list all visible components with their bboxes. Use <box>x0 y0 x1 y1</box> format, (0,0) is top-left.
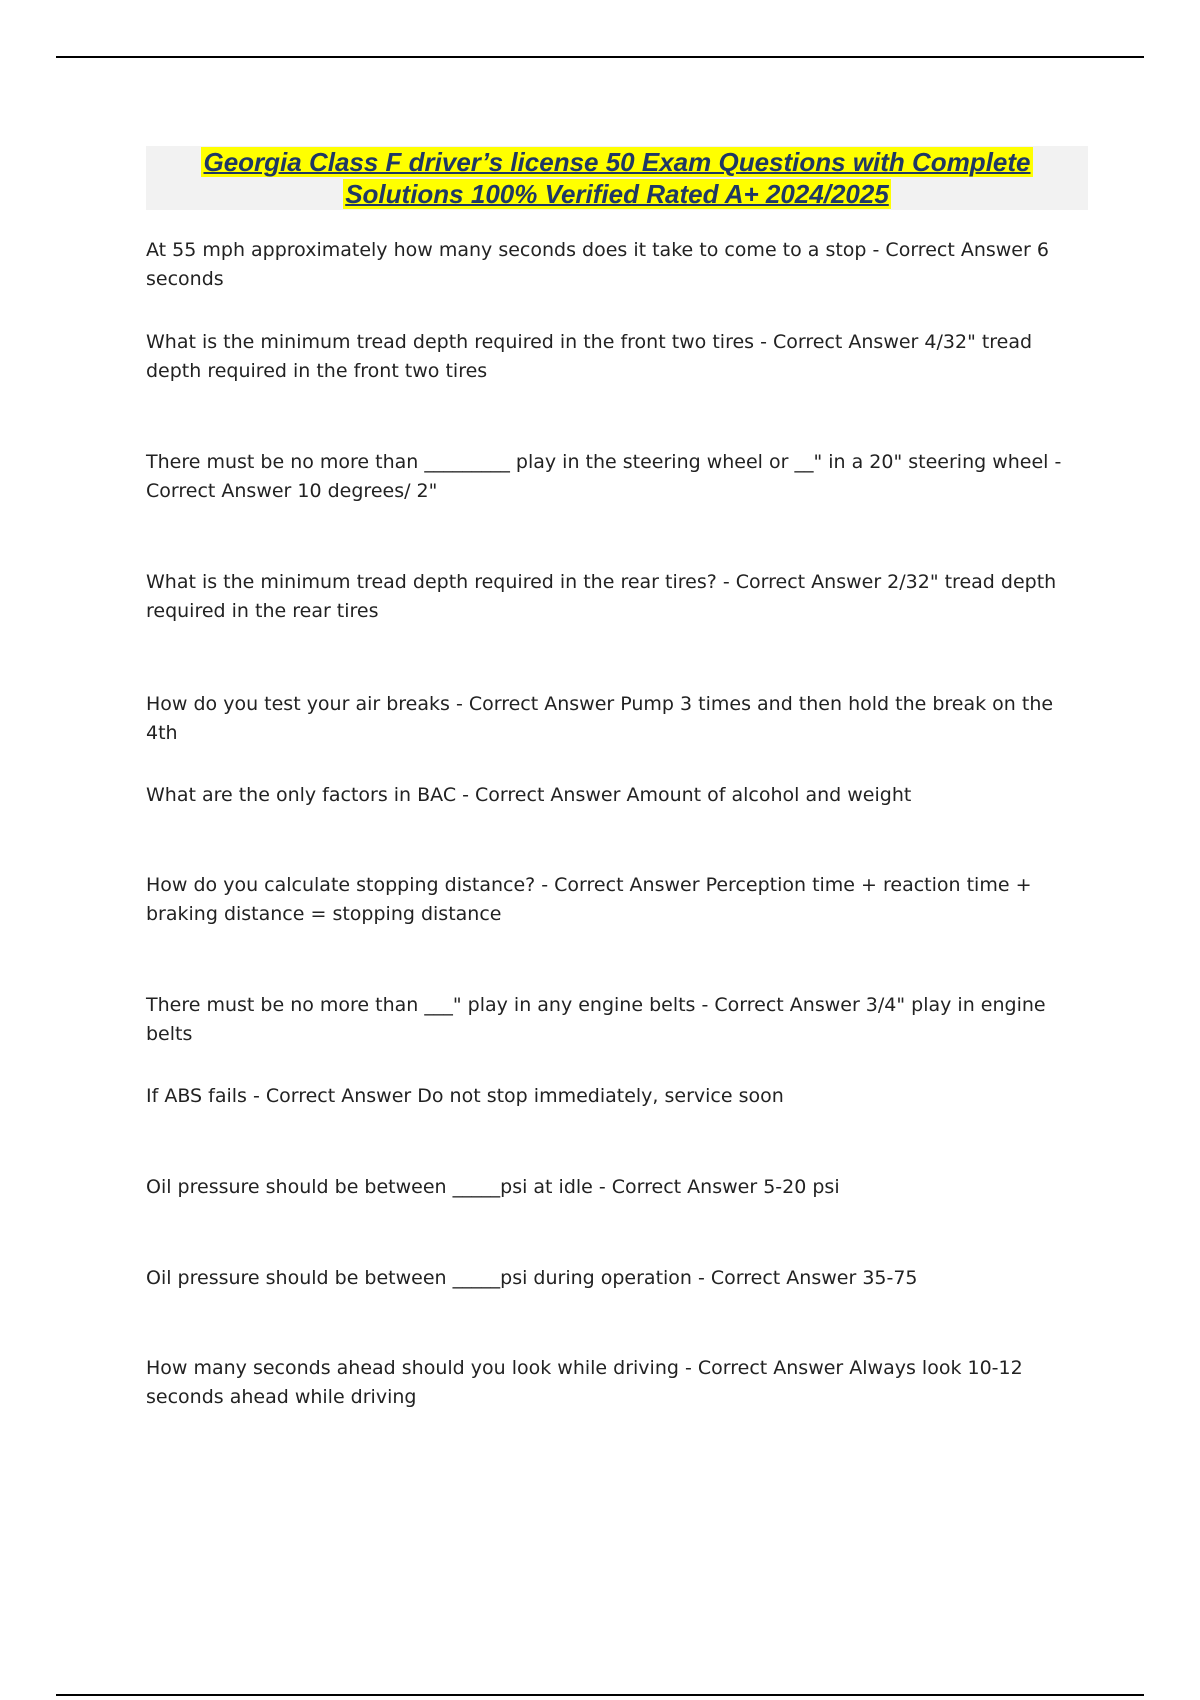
question-item: Oil pressure should be between _____psi during operation - Correct Answer 35-75 <box>146 1267 918 1289</box>
title-line-2: Solutions 100% Verified Rated A+ 2024/2025 <box>345 179 889 209</box>
question-item: How do you calculate stopping distance? - Correct Answer Perception time + reaction time + braking distance = stopping distance <box>146 874 1032 925</box>
question-item: What is the minimum tread depth required in the front two tires - Correct Answer 4/32" tread depth required in the front two tires <box>146 331 1033 382</box>
question-item: What is the minimum tread depth required in the rear tires? - Correct Answer 2/32" tread depth required in the rear tires <box>146 571 1057 622</box>
question-item: What are the only factors in BAC - Correct Answer Amount of alcohol and weight <box>146 784 912 806</box>
title-line-1: Georgia Class F driver’s license 50 Exam Questions with Complete <box>203 147 1031 177</box>
bottom-rule <box>56 1694 1144 1696</box>
question-item: How do you test your air breaks - Correct Answer Pump 3 times and then hold the break on the 4th <box>146 693 1054 744</box>
question-item: At 55 mph approximately how many seconds does it take to come to a stop - Correct Answer 6 seconds <box>146 239 1049 290</box>
question-item: There must be no more than ___" play in any engine belts - Correct Answer 3/4" play in engine belts <box>146 994 1046 1045</box>
top-rule <box>56 56 1144 58</box>
document-title <box>146 146 1088 210</box>
question-item: Oil pressure should be between _____psi at idle - Correct Answer 5-20 psi <box>146 1176 840 1198</box>
question-item: How many seconds ahead should you look while driving - Correct Answer Always look 10-12 seconds ahead while driving <box>146 1357 1023 1408</box>
question-item: If ABS fails - Correct Answer Do not stop immediately, service soon <box>146 1085 784 1107</box>
question-item: There must be no more than _________ play in the steering wheel or __" in a 20" steering wheel - Correct Answer 10 degrees/ 2" <box>146 451 1062 502</box>
